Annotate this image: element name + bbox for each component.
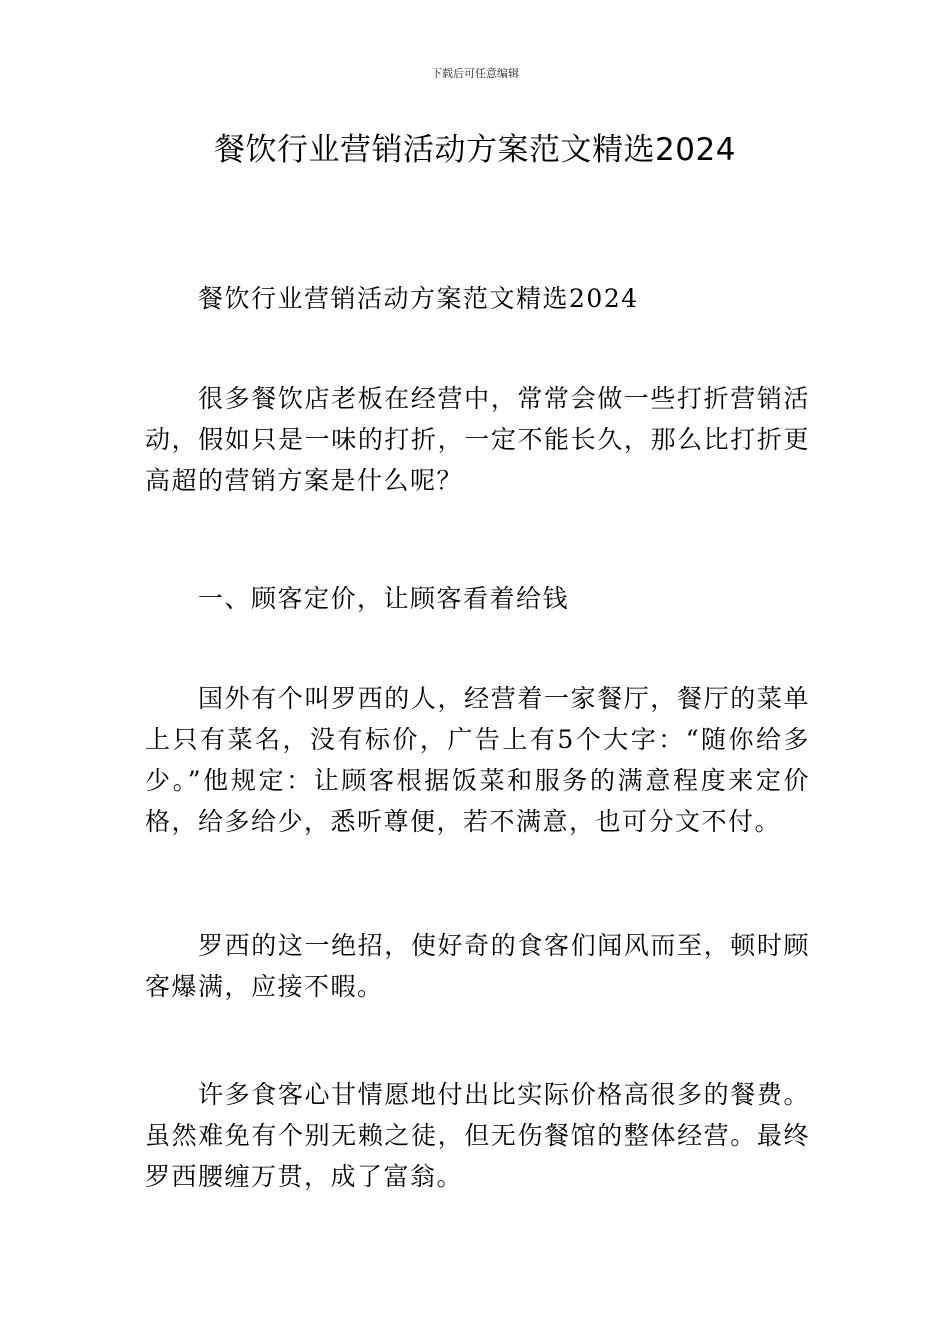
header-note: 下载后可任意编辑 [431,67,519,80]
section-heading-1: 一、顾客定价，让顾客看着给钱 [198,584,570,613]
paragraph-intro: 很多餐饮店老板在经营中，常常会做一些打折营销活动，假如只是一味的打折，一定不能长久，那么比打折更高超的营销方案是什么呢？ [145,384,810,495]
paragraph-subtitle: 餐饮行业营销活动方案范文精选2024 [198,284,639,313]
paragraph-rossi-story: 国外有个叫罗西的人，经营着一家餐厅，餐厅的菜单上只有菜名，没有标价，广告上有5个大字：“随你给多少。”他规定：让顾客根据饭菜和服务的满意程度来定价格，给多给少，悉听尊便，若不满意，也可分文不付。 [145,684,810,836]
paragraph-rossi-conclusion: 许多食客心甘情愿地付出比实际价格高很多的餐费。虽然难免有个别无赖之徒，但无伤餐馆的整体经营。最终罗西腰缠万贯，成了富翁。 [145,1080,810,1191]
paragraph-rossi-result: 罗西的这一绝招，使好奇的食客们闻风而至，顿时顾客爆满，应接不暇。 [145,931,810,1001]
document-title: 餐饮行业营销活动方案范文精选2024 [214,132,736,168]
